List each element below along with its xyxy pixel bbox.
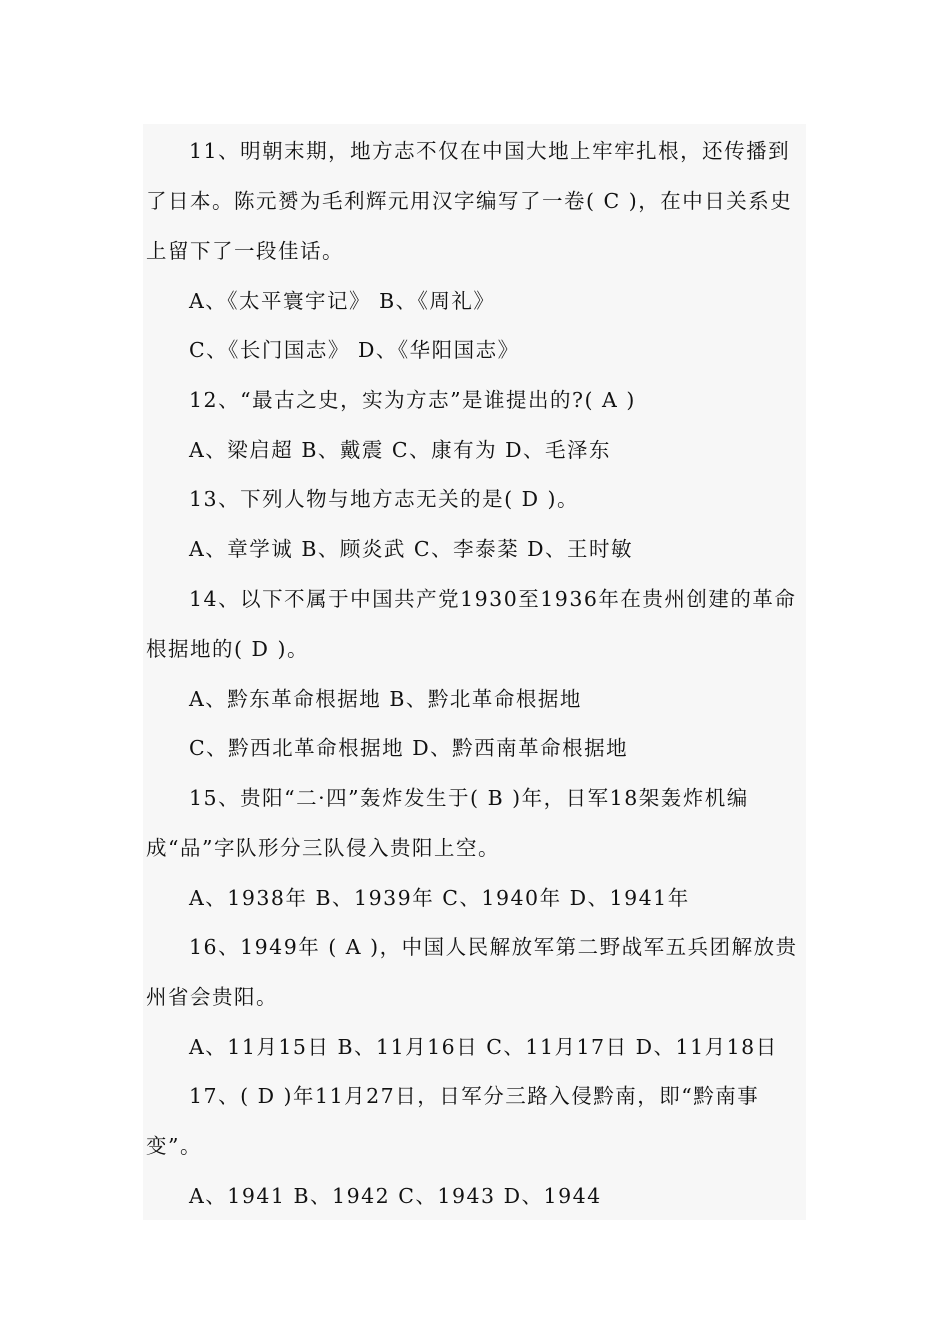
question-11-line-3: 上留下了一段佳话。: [146, 239, 344, 263]
question-15-options: A、1938年 B、1939年 C、1940年 D、1941年: [189, 886, 690, 910]
question-16-line-2: 州省会贵阳。: [146, 985, 278, 1009]
question-15-line-1: 15、贵阳“二·四”轰炸发生于( B )年，日军18架轰炸机编: [189, 786, 749, 810]
question-13-options: A、章学诚 B、顾炎武 C、李泰棻 D、王时敏: [189, 537, 634, 561]
question-11-line-1: 11、明朝末期，地方志不仅在中国大地上牢牢扎根，还传播到: [189, 139, 791, 163]
question-14-line-1: 14、以下不属于中国共产党1930至1936年在贵州创建的革命: [189, 587, 797, 611]
question-11-options-cd: C、《长门国志》 D、《华阳国志》: [189, 338, 520, 362]
question-12-options: A、梁启超 B、戴震 C、康有为 D、毛泽东: [189, 438, 612, 462]
question-17-options: A、1941 B、1942 C、1943 D、1944: [189, 1184, 602, 1208]
question-16-options: A、11月15日 B、11月16日 C、11月17日 D、11月18日: [189, 1035, 778, 1059]
question-17-line-1: 17、( D )年11月27日，日军分三路入侵黔南，即“黔南事: [189, 1084, 760, 1108]
question-13: 13、下列人物与地方志无关的是( D )。: [189, 487, 580, 511]
question-14-options-ab: A、黔东革命根据地 B、黔北革命根据地: [189, 687, 582, 711]
question-15-line-2: 成“品”字队形分三队侵入贵阳上空。: [146, 836, 500, 860]
question-16-line-1: 16、1949年 ( A )，中国人民解放军第二野战军五兵团解放贵: [189, 935, 798, 959]
question-14-line-2: 根据地的( D )。: [146, 637, 309, 661]
question-14-options-cd: C、黔西北革命根据地 D、黔西南革命根据地: [189, 736, 629, 760]
question-12: 12、“最古之史，实为方志”是谁提出的?( A ): [189, 388, 636, 412]
question-11-line-2: 了日本。陈元赟为毛利辉元用汉字编写了一卷( C )，在中日关系史: [146, 189, 793, 213]
question-17-line-2: 变”。: [146, 1134, 202, 1158]
question-11-options-ab: A、《太平寰宇记》 B、《周礼》: [189, 289, 496, 313]
